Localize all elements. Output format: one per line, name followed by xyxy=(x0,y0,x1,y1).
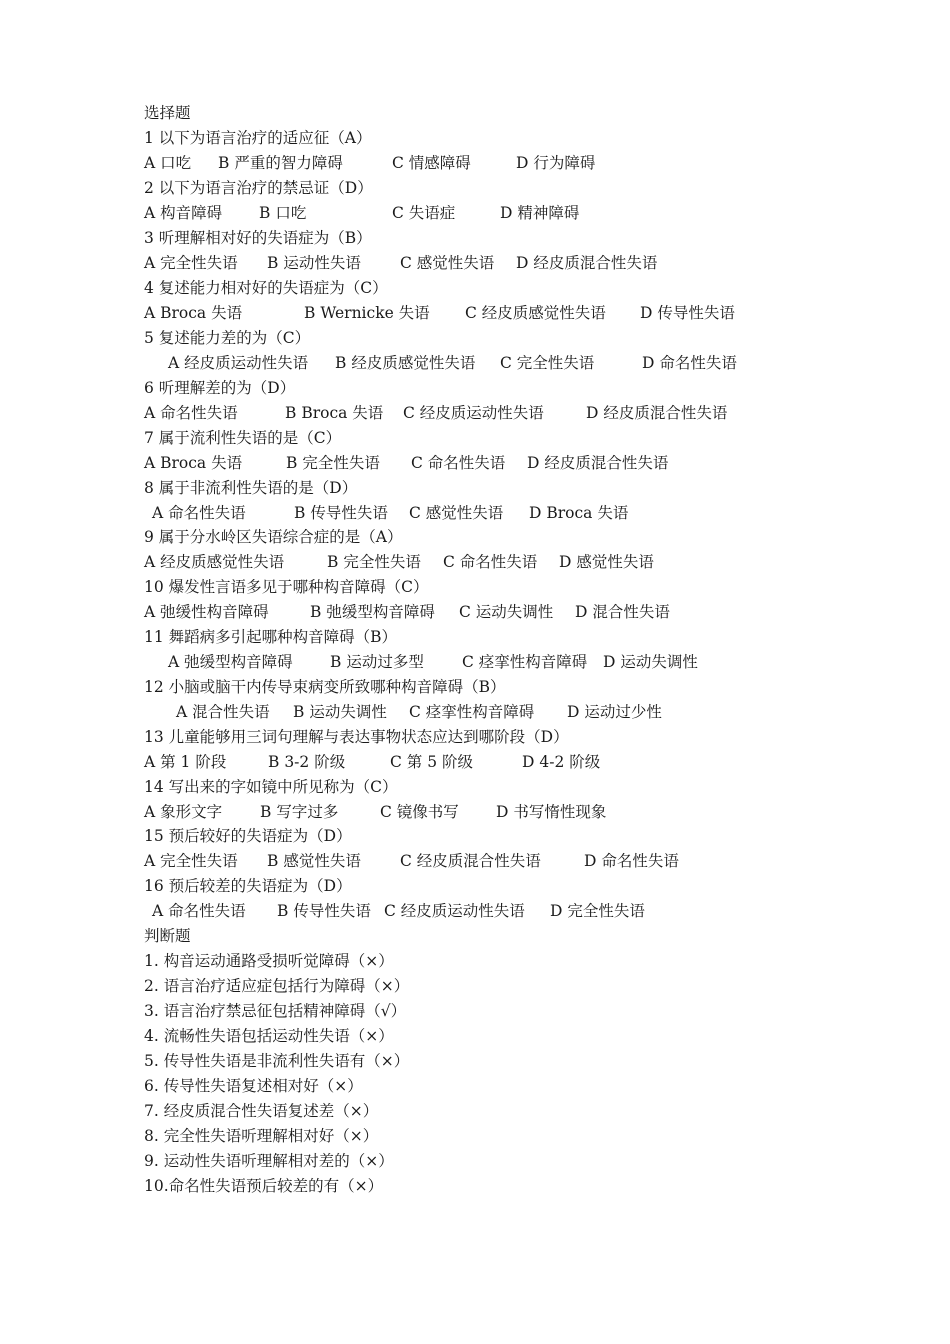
question-9-option-a: A 经皮质感觉性失语 xyxy=(144,553,285,571)
section-heading-multiple-choice: 选择题 xyxy=(144,104,191,122)
question-1-option-d: D 行为障碍 xyxy=(516,154,596,172)
question-6-option-b: B Broca 失语 xyxy=(285,404,384,422)
question-8-option-b: B 传导性失语 xyxy=(294,504,388,522)
question-5-option-c: C 完全性失语 xyxy=(500,354,595,372)
question-14-text: 14 写出来的字如镜中所见称为（C） xyxy=(144,778,398,796)
tf-item: 3. 语言治疗禁忌征包括精神障碍（√） xyxy=(144,1002,407,1020)
question-4-text: 4 复述能力相对好的失语症为（C） xyxy=(144,279,388,297)
question-8-option-c: C 感觉性失语 xyxy=(409,504,504,522)
question-4-option-c: C 经皮质感觉性失语 xyxy=(465,304,606,322)
question-5-text: 5 复述能力差的为（C） xyxy=(144,329,311,347)
question-13-text: 13 儿童能够用三词句理解与表达事物状态应达到哪阶段（D） xyxy=(144,728,569,746)
question-16-option-c: C 经皮质运动性失语 xyxy=(384,902,525,920)
question-7-option-c: C 命名性失语 xyxy=(411,454,506,472)
tf-item: 1. 构音运动通路受损听觉障碍（×） xyxy=(144,952,394,970)
question-7-text: 7 属于流利性失语的是（C） xyxy=(144,429,342,447)
question-16-option-a: A 命名性失语 xyxy=(152,902,246,920)
question-6-option-c: C 经皮质运动性失语 xyxy=(403,404,544,422)
tf-item: 2. 语言治疗适应症包括行为障碍（×） xyxy=(144,977,410,995)
tf-item: 10.命名性失语预后较差的有（×） xyxy=(144,1177,384,1195)
question-9-text: 9 属于分水岭区失语综合症的是（A） xyxy=(144,528,403,546)
question-14-option-d: D 书写惰性现象 xyxy=(496,803,607,821)
question-10-text: 10 爆发性言语多见于哪种构音障碍（C） xyxy=(144,578,429,596)
question-6-option-d: D 经皮质混合性失语 xyxy=(586,404,728,422)
question-3-option-c: C 感觉性失语 xyxy=(400,254,495,272)
question-14-option-b: B 写字过多 xyxy=(260,803,339,821)
question-10-option-b: B 弛缓型构音障碍 xyxy=(310,603,435,621)
question-11-option-b: B 运动过多型 xyxy=(330,653,424,671)
question-11-option-c: C 痉挛性构音障碍 xyxy=(462,653,588,671)
question-1-option-b: B 严重的智力障碍 xyxy=(218,154,343,172)
tf-item: 9. 运动性失语听理解相对差的（×） xyxy=(144,1152,394,1170)
question-13-option-a: A 第 1 阶段 xyxy=(144,753,227,771)
question-8-text: 8 属于非流利性失语的是（D） xyxy=(144,479,358,497)
question-16-option-b: B 传导性失语 xyxy=(277,902,371,920)
question-2-option-d: D 精神障碍 xyxy=(500,204,580,222)
tf-item: 7. 经皮质混合性失语复述差（×） xyxy=(144,1102,379,1120)
question-10-option-c: C 运动失调性 xyxy=(459,603,554,621)
question-15-option-c: C 经皮质混合性失语 xyxy=(400,852,541,870)
question-9-option-d: D 感觉性失语 xyxy=(559,553,654,571)
question-4-option-a: A Broca 失语 xyxy=(144,304,243,322)
tf-item: 4. 流畅性失语包括运动性失语（×） xyxy=(144,1027,394,1045)
question-8-option-a: A 命名性失语 xyxy=(152,504,246,522)
question-3-option-a: A 完全性失语 xyxy=(144,254,238,272)
tf-item: 8. 完全性失语听理解相对好（×） xyxy=(144,1127,379,1145)
tf-item: 5. 传导性失语是非流利性失语有（×） xyxy=(144,1052,410,1070)
question-12-option-b: B 运动失调性 xyxy=(293,703,387,721)
question-2-option-c: C 失语症 xyxy=(392,204,456,222)
question-12-option-a: A 混合性失语 xyxy=(176,703,270,721)
question-15-option-a: A 完全性失语 xyxy=(144,852,238,870)
question-3-text: 3 听理解相对好的失语症为（B） xyxy=(144,229,372,247)
question-2-text: 2 以下为语言治疗的禁忌证（D） xyxy=(144,179,373,197)
question-10-option-d: D 混合性失语 xyxy=(575,603,670,621)
question-3-option-b: B 运动性失语 xyxy=(267,254,361,272)
tf-item: 6. 传导性失语复述相对好（×） xyxy=(144,1077,363,1095)
question-8-option-d: D Broca 失语 xyxy=(529,504,629,522)
question-16-option-d: D 完全性失语 xyxy=(550,902,645,920)
question-7-option-b: B 完全性失语 xyxy=(286,454,380,472)
question-1-option-a: A 口吃 xyxy=(144,154,192,172)
question-5-option-b: B 经皮质感觉性失语 xyxy=(335,354,476,372)
question-12-text: 12 小脑或脑干内传导束病变所致哪种构音障碍（B） xyxy=(144,678,506,696)
section-heading-true-false: 判断题 xyxy=(144,927,191,945)
question-10-option-a: A 弛缓性构音障碍 xyxy=(144,603,269,621)
question-5-option-d: D 命名性失语 xyxy=(642,354,737,372)
question-7-option-d: D 经皮质混合性失语 xyxy=(527,454,669,472)
question-15-option-d: D 命名性失语 xyxy=(584,852,679,870)
question-11-option-d: D 运动失调性 xyxy=(603,653,698,671)
question-9-option-c: C 命名性失语 xyxy=(443,553,538,571)
question-3-option-d: D 经皮质混合性失语 xyxy=(516,254,658,272)
question-2-option-b: B 口吃 xyxy=(259,204,307,222)
question-11-option-a: A 弛缓型构音障碍 xyxy=(168,653,293,671)
question-4-option-d: D 传导性失语 xyxy=(640,304,735,322)
question-15-text: 15 预后较好的失语症为（D） xyxy=(144,827,352,845)
question-7-option-a: A Broca 失语 xyxy=(144,454,243,472)
question-6-text: 6 听理解差的为（D） xyxy=(144,379,296,397)
question-13-option-c: C 第 5 阶级 xyxy=(390,753,474,771)
question-5-option-a: A 经皮质运动性失语 xyxy=(168,354,309,372)
question-1-text: 1 以下为语言治疗的适应征（A） xyxy=(144,129,372,147)
question-16-text: 16 预后较差的失语症为（D） xyxy=(144,877,352,895)
question-11-text: 11 舞蹈病多引起哪种构音障碍（B） xyxy=(144,628,398,646)
question-2-option-a: A 构音障碍 xyxy=(144,204,223,222)
question-14-option-c: C 镜像书写 xyxy=(380,803,459,821)
question-13-option-d: D 4-2 阶级 xyxy=(522,753,601,771)
question-1-option-c: C 情感障碍 xyxy=(392,154,471,172)
question-9-option-b: B 完全性失语 xyxy=(327,553,421,571)
question-15-option-b: B 感觉性失语 xyxy=(267,852,361,870)
question-14-option-a: A 象形文字 xyxy=(144,803,223,821)
question-4-option-b: B Wernicke 失语 xyxy=(304,304,430,322)
question-12-option-c: C 痉挛性构音障碍 xyxy=(409,703,535,721)
question-13-option-b: B 3-2 阶级 xyxy=(268,753,346,771)
question-12-option-d: D 运动过少性 xyxy=(567,703,662,721)
question-6-option-a: A 命名性失语 xyxy=(144,404,238,422)
